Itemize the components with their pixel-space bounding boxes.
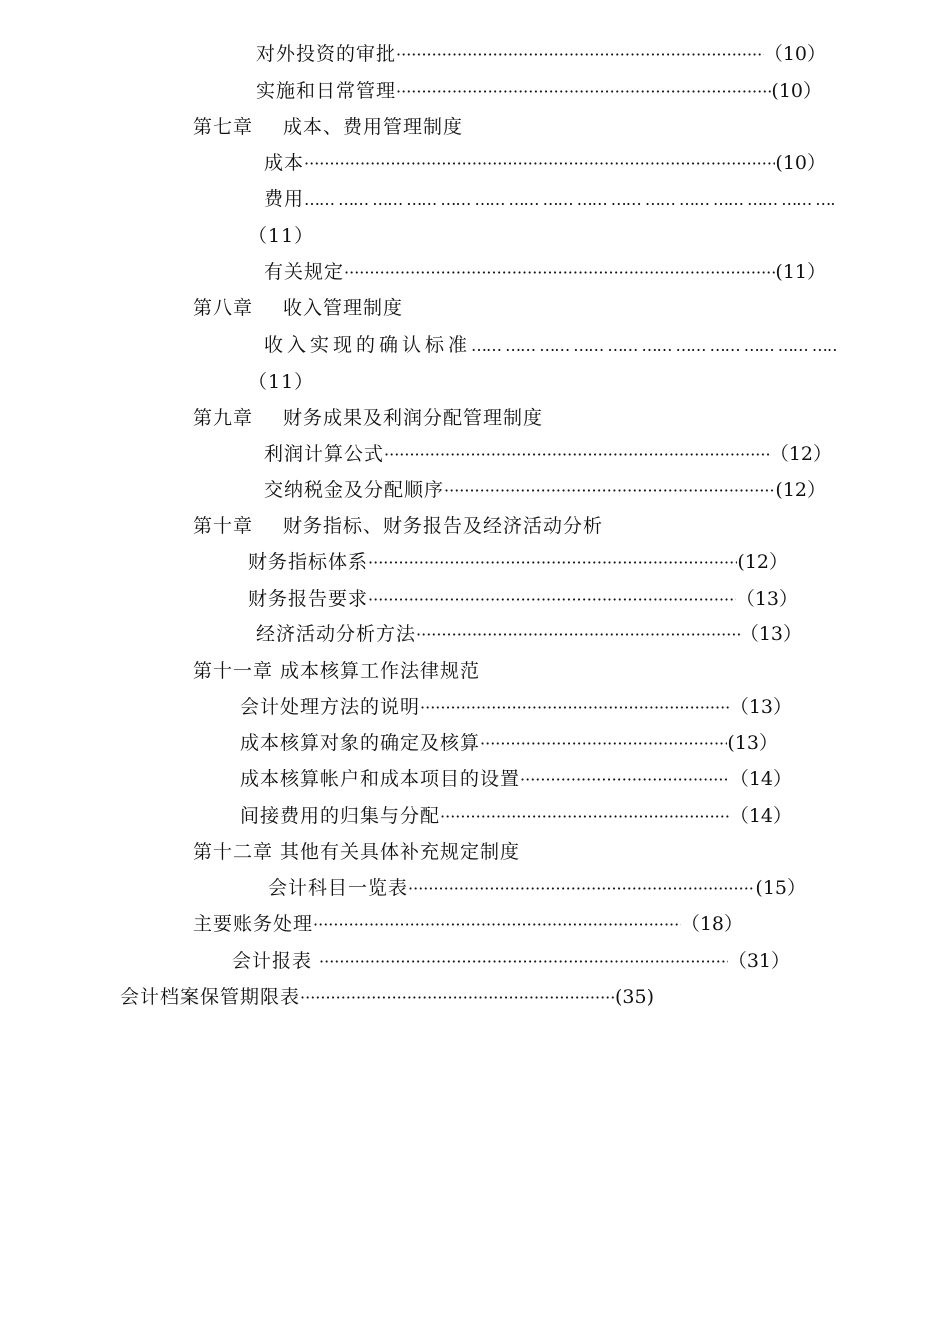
dot-leader (368, 588, 736, 612)
entry-label: 财务指标体系 (248, 551, 369, 573)
entry-label: 交纳税金及分配顺序 (264, 479, 445, 501)
chapter-heading[interactable] (193, 659, 480, 683)
dot-leader (319, 950, 728, 974)
toc-entry[interactable] (264, 442, 832, 466)
chapter-title: 收入管理制度 (283, 297, 404, 319)
toc-entry[interactable] (256, 79, 822, 103)
page-number: （13） (739, 623, 802, 645)
entry-label: 成本 (264, 152, 305, 174)
chapter-heading[interactable] (193, 514, 603, 538)
page-number: （12） (769, 443, 832, 465)
toc-entry[interactable] (268, 876, 806, 900)
entry-label: 费用 (264, 188, 305, 210)
chapter-title: 财务成果及利润分配管理制度 (283, 407, 544, 429)
chapter-title: 成本、费用管理制度 (283, 116, 464, 138)
entry-label: 对外投资的审批 (256, 43, 397, 65)
page-number: （18） (680, 913, 743, 935)
dot-leader (300, 986, 615, 1010)
page-number: （13） (729, 696, 792, 718)
entry-label: 财务报告要求 (248, 588, 369, 610)
chapter-heading[interactable] (193, 840, 520, 864)
entry-label: 有关规定 (264, 261, 345, 283)
page-number: （14） (729, 805, 792, 827)
dot-leader (313, 913, 681, 937)
toc-entry[interactable] (264, 333, 836, 357)
entry-label: 经济活动分析方法 (256, 623, 417, 645)
toc-entry[interactable] (248, 550, 788, 574)
page-number: （10） (763, 43, 826, 65)
page-number: （11） (248, 371, 315, 393)
page-number: (35) (614, 986, 654, 1008)
dot-leader (480, 732, 727, 756)
dot-leader (304, 188, 836, 212)
entry-label: 会计档案保管期限表 (120, 986, 301, 1008)
entry-label: 会计报表 (232, 950, 320, 972)
toc-entry[interactable] (240, 804, 792, 828)
entry-label: 间接费用的归集与分配 (240, 805, 441, 827)
toc-entry[interactable] (264, 260, 826, 284)
dot-leader (396, 80, 771, 104)
chapter-number: 第七章 (193, 116, 254, 138)
page-number: (10） (775, 152, 826, 174)
entry-label: 会计处理方法的说明 (240, 696, 421, 718)
chapter-number: 第八章 (193, 297, 254, 319)
entry-label: 会计科目一览表 (268, 877, 409, 899)
dot-leader (304, 152, 775, 176)
chapter-title: 财务指标、财务报告及经济活动分析 (283, 515, 604, 537)
page-number: （14） (729, 768, 792, 790)
entry-label: 实施和日常管理 (256, 80, 397, 102)
chapter-heading[interactable] (193, 115, 463, 139)
dot-leader (520, 768, 730, 792)
dot-leader (368, 551, 737, 575)
toc-entry[interactable] (240, 767, 792, 791)
entry-label: 收入实现的确认标准 (264, 334, 472, 356)
chapter-title: 第十一章 成本核算工作法律规范 (193, 660, 481, 682)
page-number: （13） (735, 588, 798, 610)
toc-entry[interactable] (240, 695, 792, 719)
dot-leader (384, 443, 770, 467)
entry-label: 主要账务处理 (193, 913, 314, 935)
toc-entry[interactable] (232, 949, 790, 973)
toc-entry[interactable] (264, 187, 836, 211)
page-number: (11） (775, 261, 826, 283)
dot-leader (420, 696, 730, 720)
chapter-number: 第九章 (193, 407, 254, 429)
toc-entry[interactable] (248, 587, 798, 611)
toc-entry[interactable] (256, 622, 802, 646)
toc-entry[interactable] (120, 985, 654, 1009)
dot-leader (396, 43, 764, 67)
entry-label: 利润计算公式 (264, 443, 385, 465)
page-number: (12） (737, 551, 788, 573)
toc-entry[interactable] (264, 478, 826, 502)
dot-leader (444, 479, 775, 503)
chapter-heading[interactable] (193, 296, 403, 320)
page-number: (15） (755, 877, 806, 899)
chapter-heading[interactable] (193, 406, 543, 430)
entry-label: 成本核算对象的确定及核算 (240, 732, 481, 754)
chapter-number: 第十章 (193, 515, 254, 537)
dot-leader (440, 805, 730, 829)
page-number: (13） (727, 732, 778, 754)
toc-entry[interactable] (256, 42, 826, 66)
dot-leader (416, 623, 740, 647)
dot-leader (471, 334, 836, 358)
entry-label: 成本核算帐户和成本项目的设置 (240, 768, 521, 790)
toc-entry[interactable] (264, 151, 826, 175)
toc-entry[interactable] (193, 912, 743, 936)
page-number: (12） (775, 479, 826, 501)
page-number: （11） (248, 225, 315, 247)
page-number: （31） (727, 950, 790, 972)
dot-leader (344, 261, 775, 285)
chapter-title: 第十二章 其他有关具体补充规定制度 (193, 841, 521, 863)
page-number: (10） (771, 80, 822, 102)
toc-entry[interactable] (240, 731, 778, 755)
dot-leader (408, 877, 755, 901)
